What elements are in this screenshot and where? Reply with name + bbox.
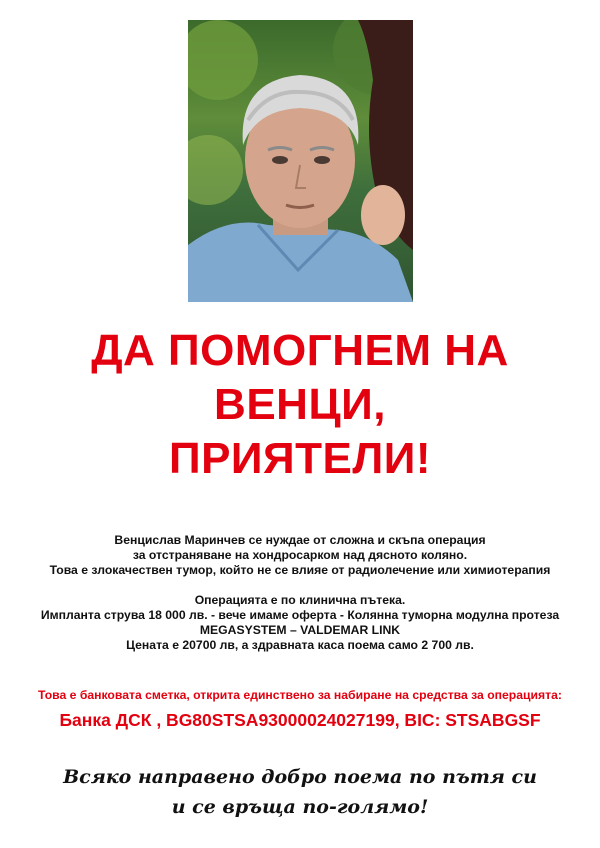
text-line: MEGASYSTEM – VALDEMAR LINK [199, 623, 401, 637]
motto-line-2: и се връща по-голямо! [171, 796, 429, 818]
text-line: Операцията е по клинична пътека. [194, 593, 406, 607]
bank-account-note: Това е банковата сметка, открита единствено за набиране на средства за операцията: [38, 688, 562, 702]
motto [0, 762, 600, 822]
portrait-photo [188, 20, 413, 302]
text-line: за отстраняване на хондросарком над дясното коляно. [132, 548, 468, 562]
headline [0, 324, 600, 486]
text-line: Цената е 20700 лв, а здравната каса поема само 2 700 лв. [126, 638, 474, 652]
text-line: Импланта струва 18 000 лв. - вече имаме оферта - Колянна туморна модулна протеза [40, 608, 560, 622]
bank-account-details: Банка ДСК , BG80STSA93000024027199, BIC: STSABGSF [59, 710, 541, 730]
headline-line-2: ВЕНЦИ, [214, 380, 386, 429]
text-line: Това е злокачествен тумор, който не се влияе от радиолечение или химиотерапия [49, 563, 551, 577]
description-paragraph-2 [0, 593, 600, 653]
text-line: Венцислав Маринчев се нуждае от сложна и скъпа операция [114, 533, 486, 547]
motto-line-1: Всяко направено добро поема по пътя си [63, 766, 537, 788]
headline-line-3: ПРИЯТЕЛИ! [168, 434, 432, 483]
description-paragraph-1 [0, 533, 600, 578]
headline-line-1: ДА ПОМОГНЕМ НА [91, 326, 509, 375]
